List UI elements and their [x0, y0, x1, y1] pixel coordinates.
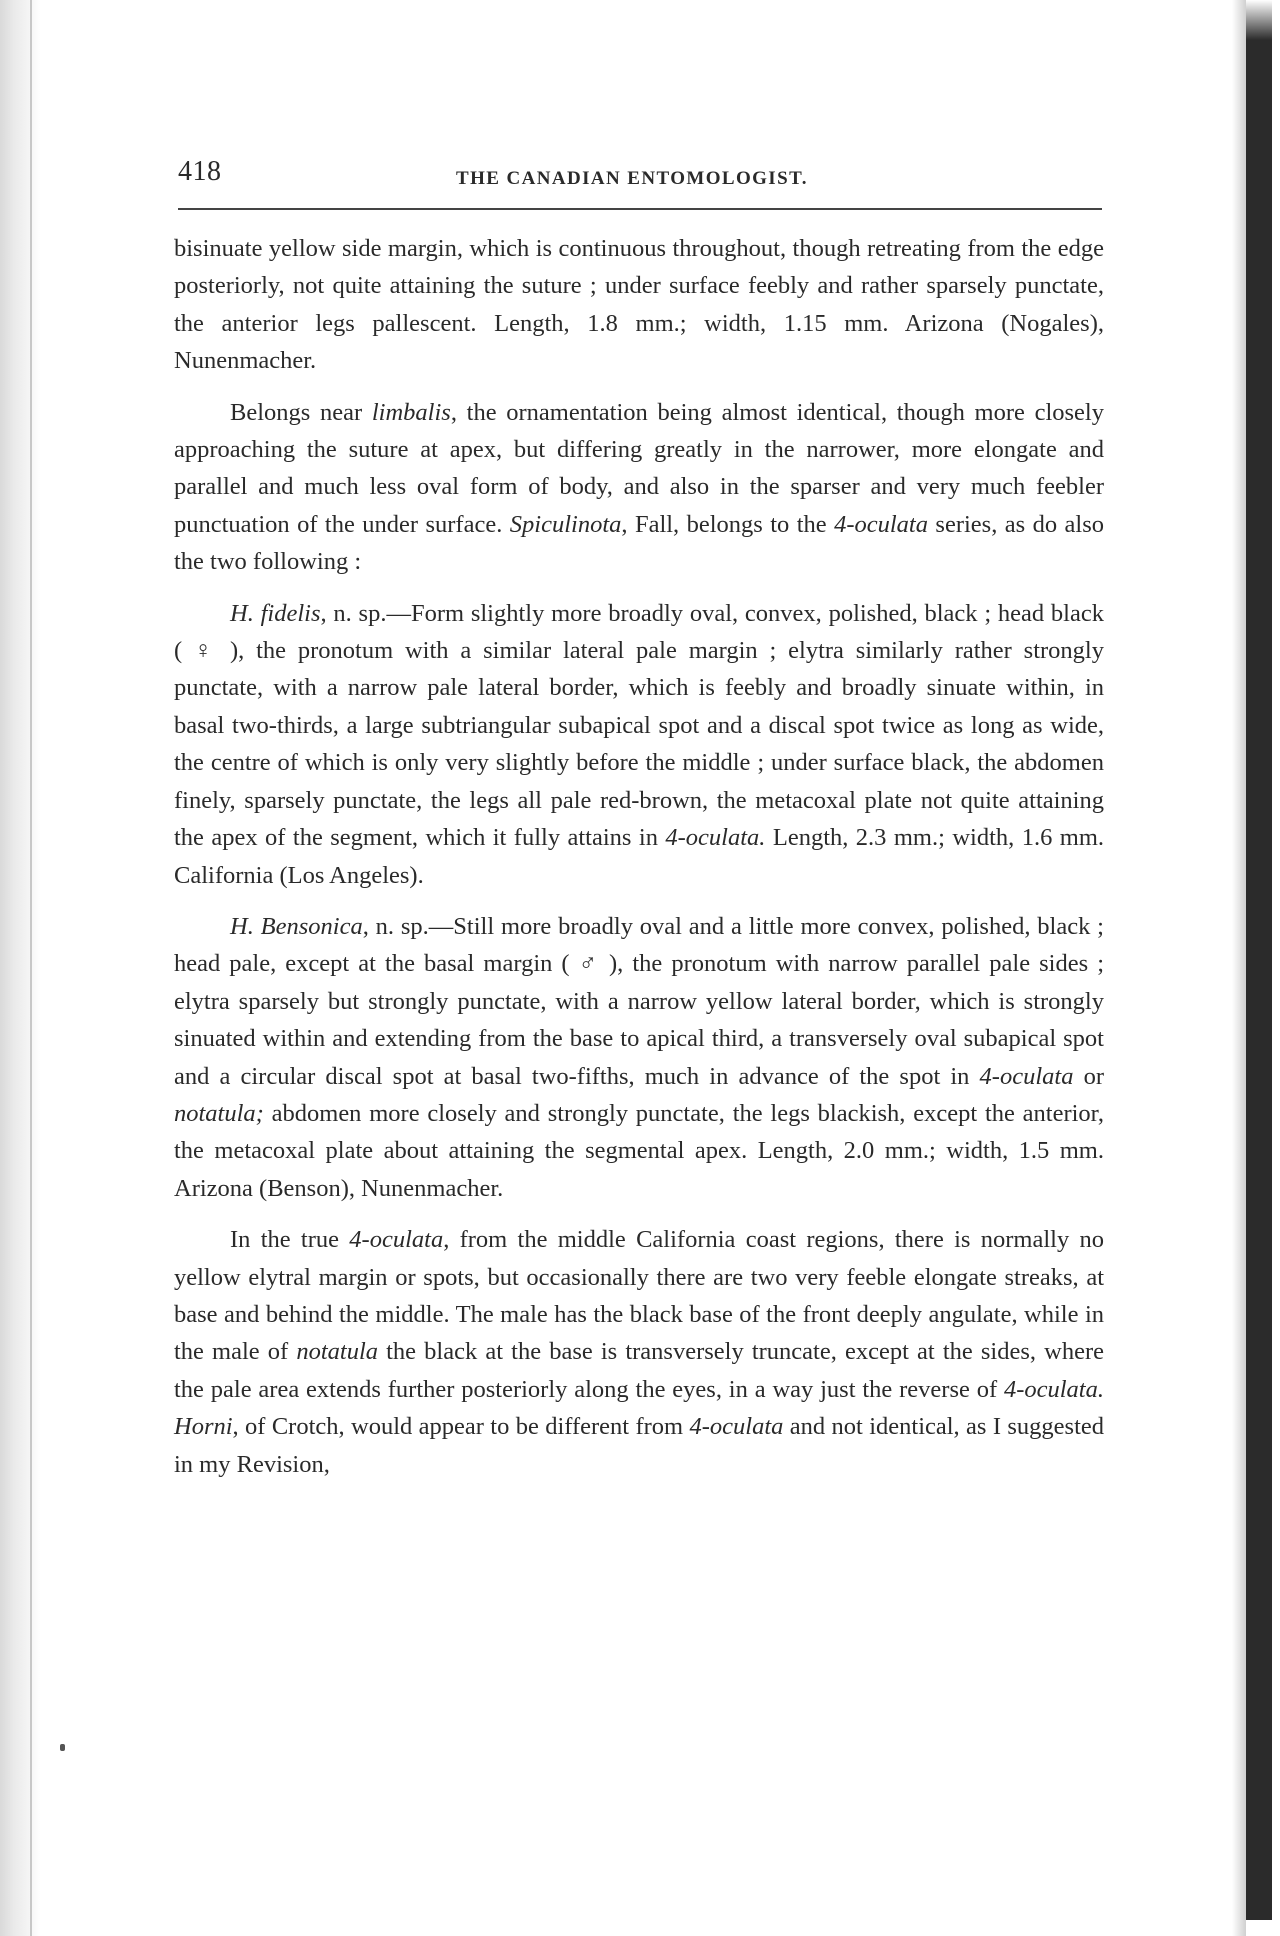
text-run: and not identical, as I suggested in my Revision,	[174, 1413, 1104, 1478]
italic-term: 4-oculata.	[1003, 1375, 1104, 1403]
text-run: , n. sp.—Still more broadly oval and a little more convex, polished, black ; head pale, except at the basal margin ( ♂ ), the pronotum with narrow parallel pale sides ; elytra sparsely but strongly punctate, with a narrow yellow lateral border, which is strongly sinuated within and extending from the base to apical third, a transversely oval subapical spot and a circular discal spot at basal two-fifths, much in advance of the spot in	[174, 912, 1104, 1090]
adjacent-page-edge-top	[1246, 0, 1272, 40]
text-run: bisinuate yellow side margin, which is continuous throughout, though retreating from the edge posteriorly, not quite attaining the suture ; under surface feebly and rather sparsely punctate, the anterior legs pallescent. Length, 1.8 mm.; width, 1.15 mm. Arizona (Nogales), Nunenmacher.	[174, 235, 1104, 375]
scan-binding-edge	[0, 0, 40, 1936]
paragraph	[174, 908, 1104, 1207]
italic-term: Horni	[174, 1413, 233, 1441]
page-edge-shadow	[1232, 0, 1246, 1936]
text-run: or	[1073, 1062, 1104, 1090]
text-run: , n. sp.—Form slightly more broadly oval, convex, polished, black ; head black ( ♀ ), the pronotum with a similar lateral pale margin ; elytra similarly rather strongly punctate, with a narrow pale lateral border, which is feebly and broadly sinuate within, in basal two-thirds, a large subtriangular subapical spot and a discal spot twice as long as wide, the centre of which is only very slightly before the middle ; under surface black, the abdomen finely, sparsely punctate, the legs all pale red-brown, the metacoxal plate not quite attaining the apex of the segment, which it fully attains in	[174, 599, 1104, 852]
italic-term: 4-oculata	[834, 510, 928, 538]
journal-page	[174, 148, 1104, 1497]
running-title: THE CANADIAN ENTOMOLOGIST.	[456, 168, 808, 189]
italic-term: limbalis	[371, 398, 451, 426]
italic-term: notatula;	[174, 1099, 264, 1127]
scan-binding-line	[30, 0, 32, 1936]
paragraph	[174, 595, 1104, 894]
text-run: , of Crotch, would appear to be different from	[232, 1413, 690, 1441]
italic-term: 4-oculata	[689, 1413, 784, 1441]
page-number: 418	[178, 156, 222, 187]
paragraph	[174, 394, 1104, 581]
paragraph	[174, 230, 1104, 380]
text-run: abdomen more closely and strongly punctate, the legs blackish, except the anterior, the metacoxal plate about attaining the segmental apex. Length, 2.0 mm.; width, 1.5 mm. Arizona (Benson), Nunenmacher.	[174, 1099, 1104, 1202]
italic-term: 4-oculata	[349, 1226, 444, 1254]
text-run: series, as do also the two following :	[174, 510, 1104, 576]
page-header	[174, 148, 1104, 200]
text-run: Length, 2.3 mm.; width, 1.6 mm. California (Los Angeles).	[174, 824, 1104, 889]
italic-term: H. fidelis	[230, 599, 321, 627]
scan-speck	[60, 1744, 65, 1751]
text-run: the black at the base is transversely truncate, except at the sides, where the pale area extends further posteriorly along the eyes, in a way just the reverse of	[174, 1338, 1104, 1403]
italic-term: 4-oculata.	[665, 824, 766, 852]
adjacent-page-edge	[1246, 40, 1272, 1920]
text-run: , Fall, belongs to the	[621, 510, 835, 538]
header-rule	[178, 208, 1102, 210]
paragraph	[174, 1221, 1104, 1483]
italic-term: Spiculinota	[509, 510, 622, 538]
text-run: , the ornamentation being almost identical, though more closely approaching the suture at apex, but differing greatly in the narrower, more elongate and parallel and much less oval form of body, and also in the sparser and very much feebler punctuation of the under surface.	[174, 398, 1104, 538]
italic-term: H. Bensonica	[230, 912, 363, 940]
text-run: In the true	[230, 1226, 350, 1254]
italic-term: 4-oculata	[979, 1062, 1074, 1090]
text-run: , from the middle California coast regions, there is normally no yellow elytral margin or spots, but occasionally there are two very feeble elongate streaks, at base and behind the middle. The male has the black base of the front deeply angulate, while in the male of	[174, 1226, 1104, 1366]
article-body	[174, 230, 1104, 1483]
text-run: Belongs near	[230, 398, 372, 426]
italic-term: notatula	[296, 1338, 378, 1366]
